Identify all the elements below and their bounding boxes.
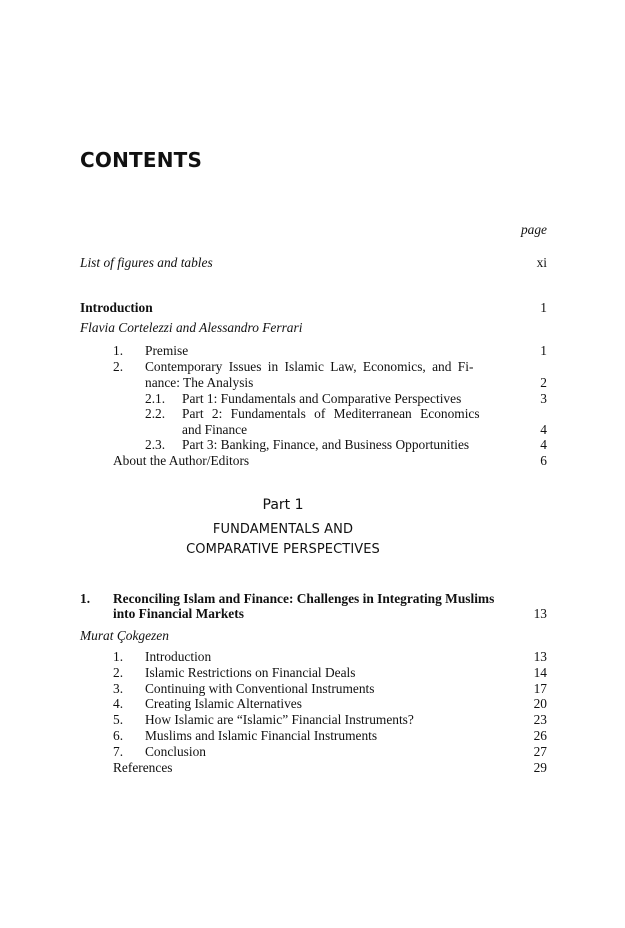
page-title: CONTENTS — [80, 148, 203, 172]
toc-subsection[interactable]: Part 3: Banking, Finance, and Business Opportunities — [182, 437, 470, 452]
section-number: 5. — [113, 712, 124, 727]
toc-author: Murat Çokgezen — [80, 628, 169, 643]
toc-page-number: xi — [536, 255, 547, 270]
toc-subsection[interactable]: Part 1: Fundamentals and Comparative Perspectives — [182, 391, 462, 406]
toc-page-number: 4 — [540, 437, 547, 452]
toc-page-number: 1 — [540, 300, 547, 315]
part-title-line: COMPARATIVE PERSPECTIVES — [186, 542, 380, 557]
toc-section[interactable] — [145, 359, 486, 375]
section-number: 2. — [113, 665, 124, 680]
section-number: 6. — [113, 728, 124, 743]
subsection-number: 2.3. — [145, 437, 166, 452]
toc-page-number: 4 — [540, 422, 547, 437]
toc-entry-introduction[interactable]: Introduction — [80, 300, 153, 315]
part-label: Part 1 — [262, 497, 304, 513]
toc-section[interactable]: How Islamic are “Islamic” Financial Instruments? — [145, 712, 414, 727]
toc-page-number: 26 — [533, 728, 547, 743]
toc-section-line: Contemporary Issues in Islamic Law, Economics, and Fi- — [145, 359, 474, 374]
toc-entry-about-editors[interactable]: About the Author/Editors — [113, 453, 250, 468]
toc-page-number: 14 — [533, 665, 547, 680]
toc-page-number: 29 — [533, 760, 547, 775]
toc-page-number: 13 — [533, 606, 547, 621]
section-number: 3. — [113, 681, 124, 696]
toc-page-number: 3 — [540, 391, 547, 406]
toc-section[interactable]: Muslims and Islamic Financial Instruments — [145, 728, 378, 743]
section-number: 4. — [113, 696, 124, 711]
toc-subsection-line: and Finance — [182, 422, 248, 437]
toc-entry-references[interactable]: References — [113, 760, 173, 775]
toc-section[interactable]: Creating Islamic Alternatives — [145, 696, 302, 711]
page-column-label: page — [520, 222, 547, 237]
toc-page-number: 27 — [533, 744, 547, 759]
toc-subsection[interactable]: Part 2: Fundamentals of Mediterranean Economics — [182, 406, 480, 421]
toc-section[interactable]: Islamic Restrictions on Financial Deals — [145, 665, 356, 680]
toc-page-number: 1 — [540, 343, 547, 358]
section-number: 2. — [113, 359, 124, 374]
toc-section[interactable]: Conclusion — [145, 744, 207, 759]
toc-page-number: 6 — [540, 453, 547, 468]
chapter-number: 1. — [80, 591, 91, 606]
toc-section[interactable]: Premise — [145, 343, 189, 358]
part-title-line: FUNDAMENTALS AND — [212, 522, 354, 537]
subsection-number: 2.2. — [145, 406, 166, 421]
toc-page-number: 23 — [533, 712, 547, 727]
section-number: 7. — [113, 744, 124, 759]
toc-chapter-title-line: into Financial Markets — [113, 606, 244, 621]
toc-page-number: 17 — [533, 681, 547, 696]
toc-section-line: nance: The Analysis — [145, 375, 254, 390]
toc-author: Flavia Cortelezzi and Alessandro Ferrari — [80, 320, 303, 335]
section-number: 1. — [113, 343, 124, 358]
subsection-number: 2.1. — [145, 391, 166, 406]
toc-page-number: 20 — [533, 696, 547, 711]
toc-chapter-title[interactable]: Reconciling Islam and Finance: Challenges in Integrating Muslims — [113, 591, 495, 606]
toc-page-number: 2 — [540, 375, 547, 390]
toc-entry-figures-tables[interactable]: List of figures and tables — [80, 255, 213, 270]
toc-section[interactable]: Introduction — [145, 649, 212, 664]
toc-section[interactable]: Continuing with Conventional Instruments — [145, 681, 375, 696]
section-number: 1. — [113, 649, 124, 664]
toc-page-number: 13 — [533, 649, 547, 664]
